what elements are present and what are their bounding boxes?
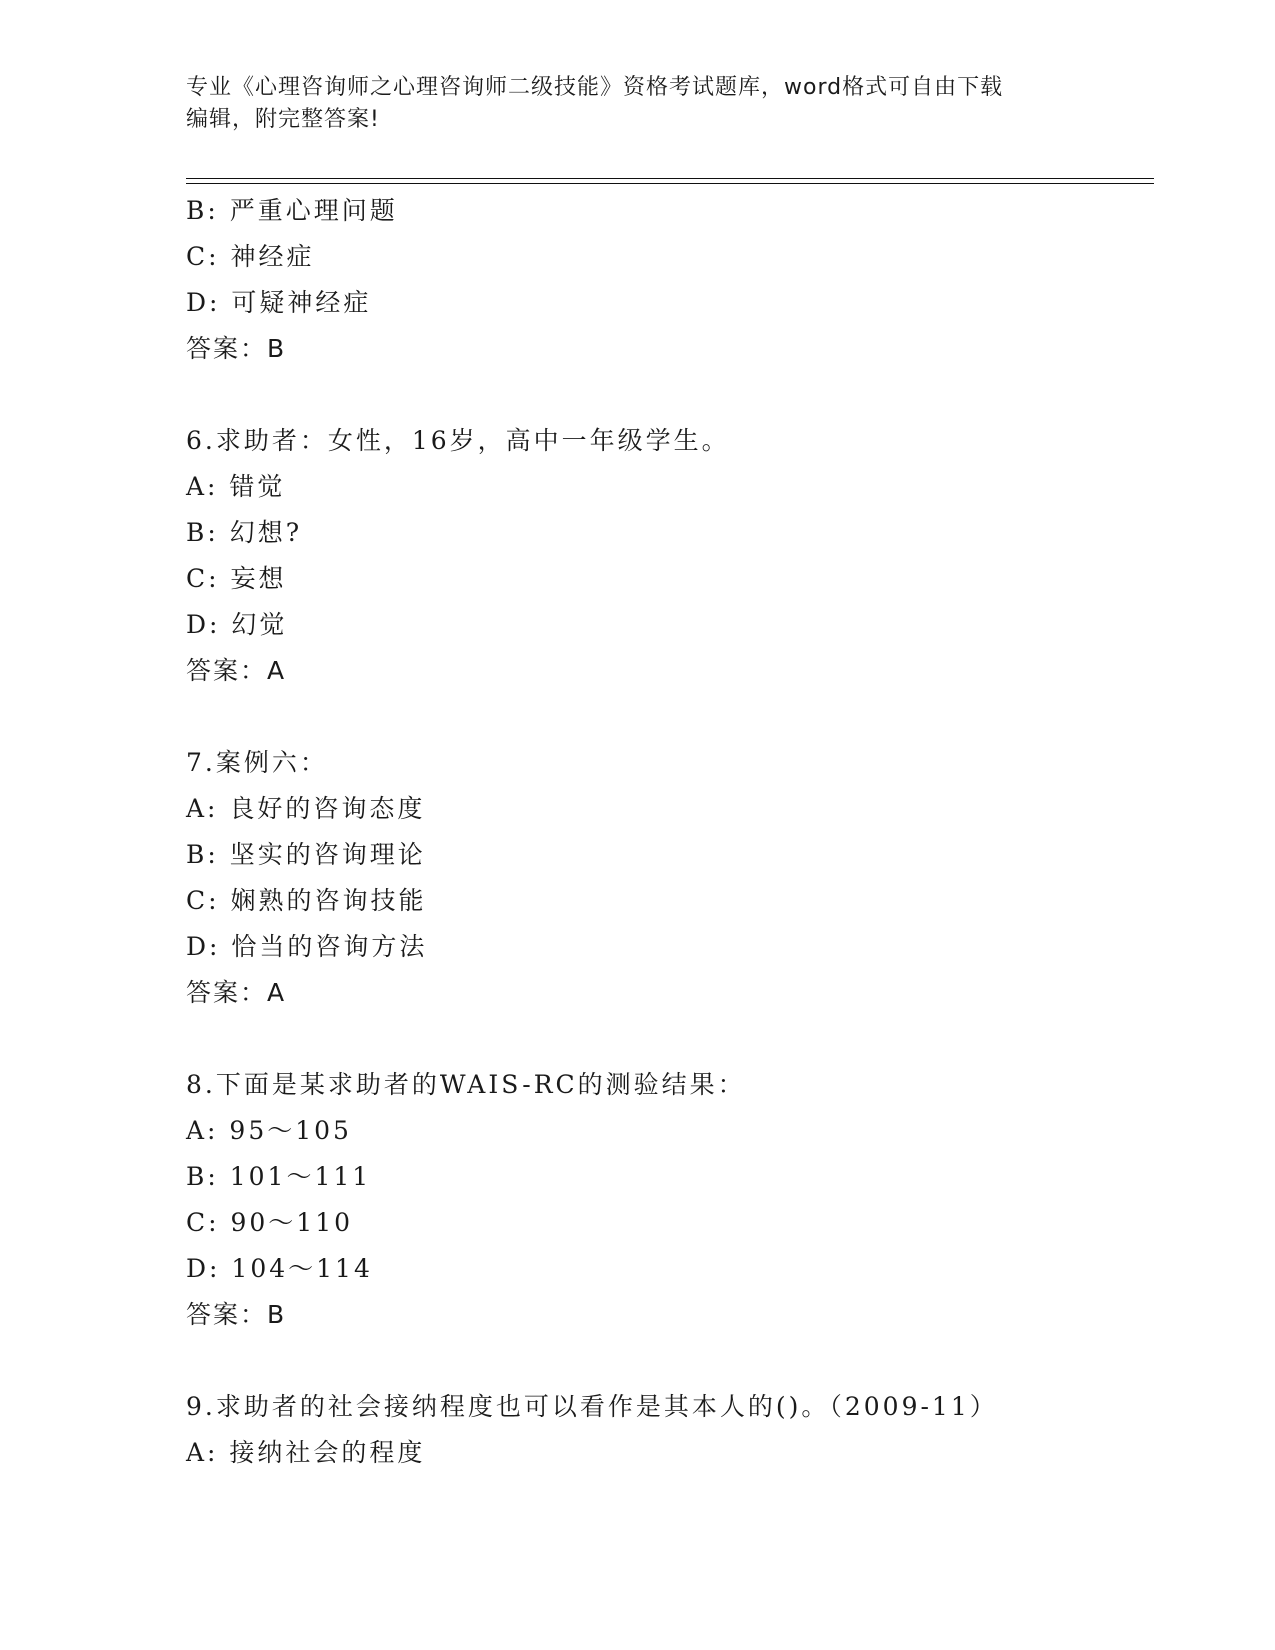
option-a: A: 接纳社会的程度 <box>186 1438 426 1467</box>
answer-text: 答案：B <box>186 334 287 363</box>
option-c: C: 妄想 <box>186 564 287 593</box>
option-d: D: 104～114 <box>186 1254 373 1283</box>
question-block-7 <box>186 740 1146 1016</box>
document-header <box>186 72 1086 136</box>
spacer <box>186 694 1146 740</box>
option-b: B: 幻想? <box>186 518 303 547</box>
question-text: 8.下面是某求助者的WAIS-RC的测验结果： <box>186 1070 746 1099</box>
spacer <box>186 372 1146 418</box>
question-text: 9.求助者的社会接纳程度也可以看作是其本人的()。（2009-11） <box>186 1392 998 1421</box>
option-d: D: 恰当的咨询方法 <box>186 932 428 961</box>
question-block-9 <box>186 1384 1146 1476</box>
spacer <box>186 1016 1146 1062</box>
header-divider-bottom <box>186 183 1154 184</box>
answer-text: 答案：B <box>186 1300 287 1329</box>
option-b: B: 坚实的咨询理论 <box>186 840 426 869</box>
header-title-line-1: 专业《心理咨询师之心理咨询师二级技能》资格考试题库，word格式可自由下载 <box>186 75 1004 100</box>
answer-text: 答案：A <box>186 978 287 1007</box>
question-block-5 <box>186 188 1146 372</box>
question-text: 7.案例六： <box>186 748 328 777</box>
option-b: B: 101～111 <box>186 1162 372 1191</box>
option-c: C: 90～110 <box>186 1208 354 1237</box>
option-d: D: 幻觉 <box>186 610 288 639</box>
header-title-line-2: 编辑，附完整答案! <box>186 107 380 132</box>
option-a: A: 良好的咨询态度 <box>186 794 426 823</box>
question-block-8 <box>186 1062 1146 1338</box>
answer-text: 答案：A <box>186 656 287 685</box>
option-c: C: 娴熟的咨询技能 <box>186 886 427 915</box>
question-text: 6.求助者：女性，16岁，高中一年级学生。 <box>186 426 730 455</box>
header-divider-top <box>186 178 1154 179</box>
option-d: D: 可疑神经症 <box>186 288 372 317</box>
question-block-6 <box>186 418 1146 694</box>
question-list <box>186 188 1146 1476</box>
spacer <box>186 1338 1146 1384</box>
option-b: B: 严重心理问题 <box>186 196 398 225</box>
option-a: A: 错觉 <box>186 472 286 501</box>
option-a: A: 95～105 <box>186 1116 352 1145</box>
option-c: C: 神经症 <box>186 242 315 271</box>
